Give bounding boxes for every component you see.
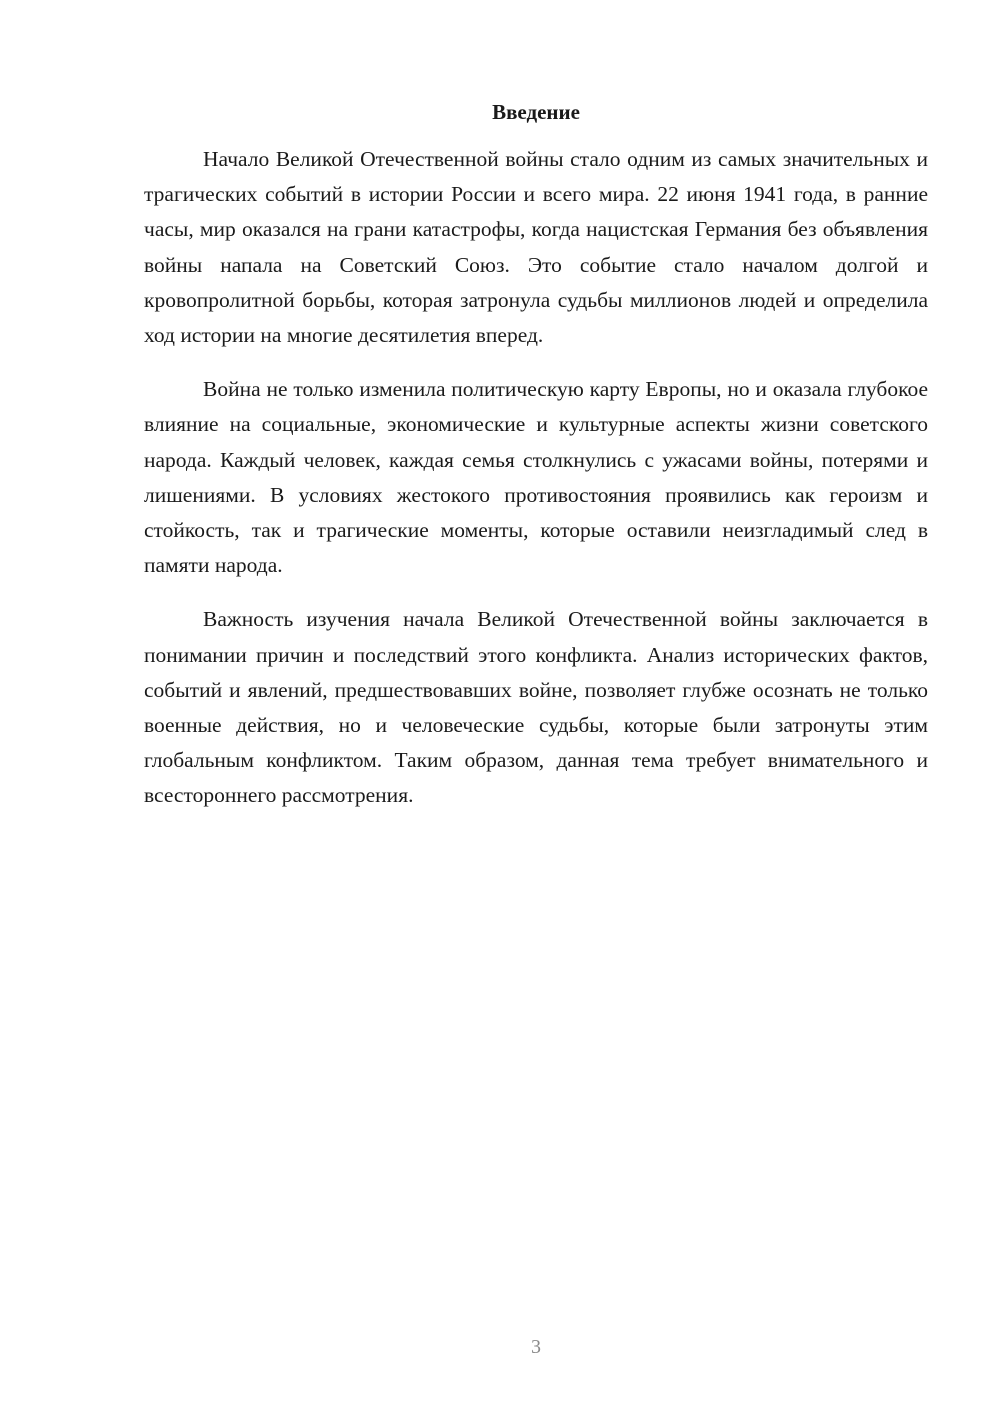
paragraph: Война не только изменила политическую карту Европы, но и оказала глубокое влияние на социальные, экономические и культурные аспекты жизни советского народа. Каждый человек, каждая семья столкнулись с ужасами войны, потерями и лишениями. В условиях жестокого противостояния проявились как героизм и стойкость, так и трагические моменты, которые оставили неизгладимый след в памяти народа.: [144, 377, 928, 578]
page-number: 3: [531, 1336, 541, 1358]
section-heading: Введение: [492, 100, 580, 124]
paragraph: Важность изучения начала Великой Отечественной войны заключается в понимании причин и последствий этого конфликта. Анализ исторических фактов, событий и явлений, предшествовавших войне, позволяет глубже осознать не только военные действия, но и человеческие судьбы, которые были затронуты этим глобальным конфликтом. Таким образом, данная тема требует внимательного и всестороннего рассмотрения.: [144, 607, 928, 808]
body-text: [144, 142, 928, 833]
paragraph: Начало Великой Отечественной войны стало одним из самых значительных и трагических событий в истории России и всего мира. 22 июня 1941 года, в ранние часы, мир оказался на грани катастрофы, когда нацистская Германия без объявления войны напала на Советский Союз. Это событие стало началом долгой и кровопролитной борьбы, которая затронула судьбы миллионов людей и определила ход истории на многие десятилетия вперед.: [144, 147, 928, 348]
